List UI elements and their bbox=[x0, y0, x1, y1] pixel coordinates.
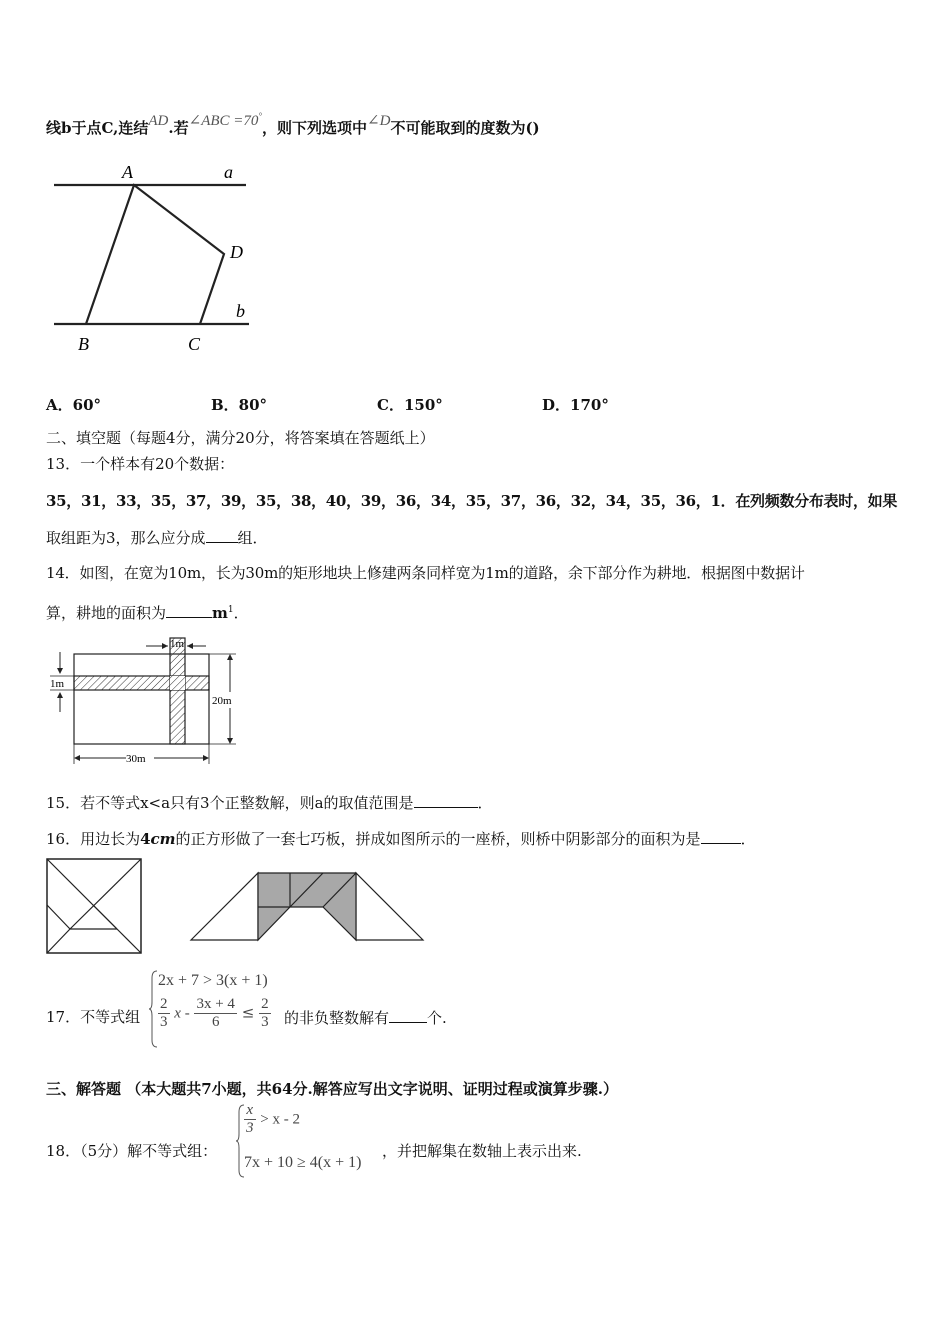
label-D: D bbox=[230, 242, 243, 262]
figure-field-roads bbox=[46, 632, 246, 772]
option-b: B．80° bbox=[211, 396, 268, 414]
label-top-1m: 1m bbox=[170, 638, 185, 650]
intro-text-3: ，则下列选项中 bbox=[262, 119, 368, 137]
math-angle-abc: ∠ABC =70° bbox=[188, 111, 263, 129]
section-2-title: 二、填空题（每题4分，满分20分，将答案填在答题纸上） bbox=[46, 429, 435, 447]
road-vertical bbox=[170, 638, 185, 744]
label-B: B bbox=[78, 334, 89, 354]
intro-text-4: 不可能取到的度数为() bbox=[390, 119, 540, 137]
intro-text-2: .若 bbox=[168, 119, 189, 137]
label-bottom-30m: 30m bbox=[126, 753, 146, 765]
intro-line bbox=[46, 111, 540, 138]
quadrilateral-abcd bbox=[86, 185, 224, 324]
q17-eq2: $\frac{2}{3}$ x - $\frac{3x + 4}{6}$ ≤ $\frac{2}{3}$ bbox=[160, 996, 269, 1030]
q15-line: 15．若不等式x<a只有3个正整数解，则a的取值范围是 ． bbox=[46, 794, 493, 812]
label-a: a bbox=[224, 162, 233, 182]
section-3-title: 三、解答题 （本大题共7小题，共64分.解答应写出文字说明、证明过程或演算步骤.） bbox=[46, 1080, 618, 1098]
q13-line2: 35，31，33，35，37，39，35，38，40，39，36，34，35，37，36，32，34，35，36，1．在列频数分布表时，如果 bbox=[46, 492, 898, 510]
figure-parallel-lines bbox=[46, 160, 266, 354]
q16-line: 16．用边长为4cm的正方形做了一套七巧板，拼成如图所示的一座桥，则桥中阴影部分的面积为是 ． bbox=[46, 830, 756, 848]
q18-suffix: ，并把解集在数轴上表示出来. bbox=[382, 1142, 582, 1160]
q14-line2: 算，耕地的面积为 $m^1$． bbox=[46, 604, 249, 622]
q17-blank bbox=[389, 1008, 427, 1023]
label-C: C bbox=[188, 334, 201, 354]
label-right-20m: 20m bbox=[212, 695, 232, 707]
math-ad: AD bbox=[148, 113, 169, 129]
option-a: A．60° bbox=[46, 396, 102, 414]
intro-text-1: 线b于点C,连结 bbox=[46, 119, 149, 137]
road-horizontal bbox=[74, 676, 209, 690]
q17-eq1: 2x + 7 > 3(x + 1) bbox=[158, 972, 268, 989]
q16-blank bbox=[701, 829, 741, 844]
q14-line1: 14．如图，在宽为10m，长为30m的矩形地块上修建两条同样宽为1m的道路，余下部分作为耕地．根据图中数据计 bbox=[46, 564, 805, 582]
figure-tangram-bridge bbox=[190, 864, 430, 944]
q14-blank bbox=[166, 603, 212, 618]
q13-line1: 13．一个样本有20个数据： bbox=[46, 455, 235, 473]
q17-prefix: 17．不等式组 bbox=[46, 1008, 141, 1026]
option-c: C．150° bbox=[377, 396, 443, 414]
label-A: A bbox=[122, 162, 133, 182]
label-b: b bbox=[236, 301, 245, 321]
label-left-1m: 1m bbox=[50, 678, 65, 690]
q18-prefix: 18．（5分）解不等式组： bbox=[46, 1142, 218, 1160]
option-d: D．170° bbox=[542, 396, 609, 414]
q18-eq2: 7x + 10 ≥ 4(x + 1) bbox=[244, 1154, 362, 1171]
q17-suffix: 的非负整数解有 个. bbox=[284, 1009, 447, 1027]
q13-blank bbox=[206, 528, 238, 543]
figure-tangram-square bbox=[46, 858, 142, 954]
q13-line3: 取组距为3，那么应分成 组． bbox=[46, 529, 268, 547]
field-rect bbox=[74, 654, 209, 744]
q18-eq1: $\frac{x}{3}$ > x - 2 bbox=[246, 1102, 300, 1136]
math-angle-d: ∠D bbox=[367, 113, 391, 129]
q15-blank bbox=[414, 793, 478, 808]
